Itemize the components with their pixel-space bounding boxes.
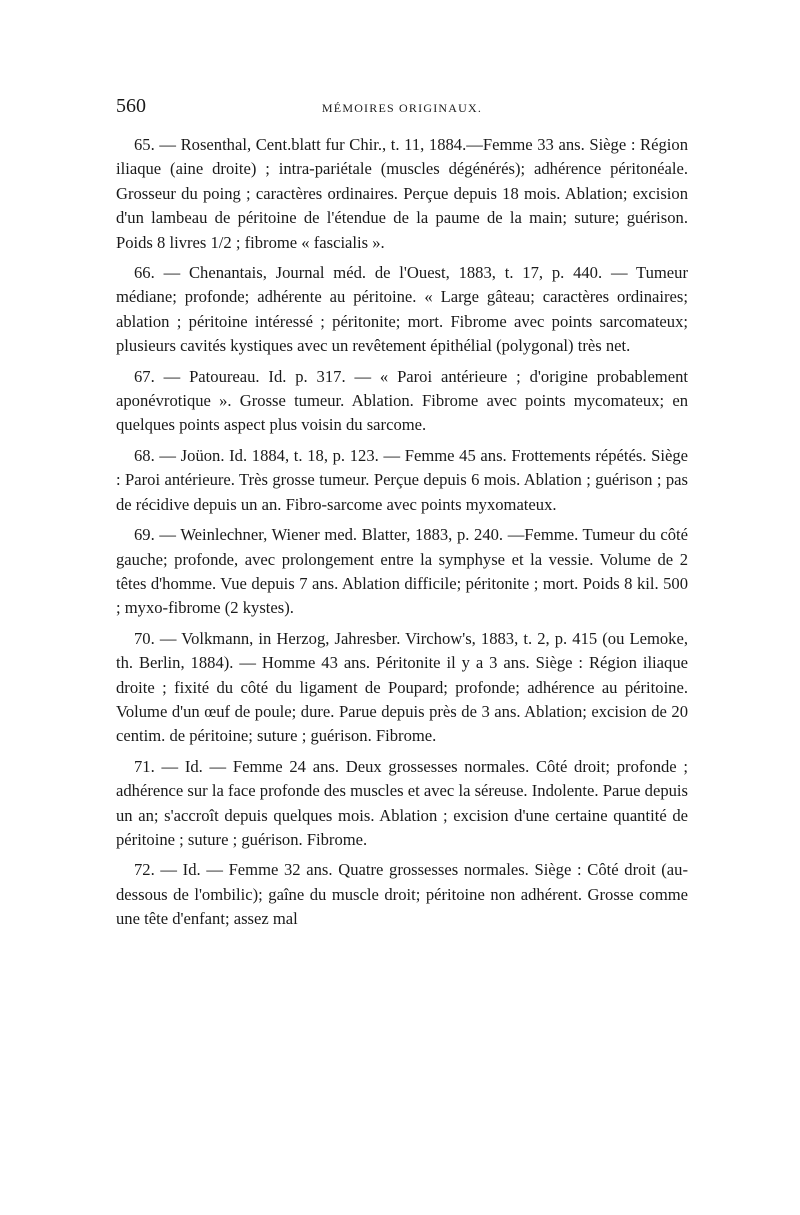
document-page [116,95,688,938]
page-header [116,95,688,125]
entry-70 [116,627,688,749]
entry-text: — Chenantais, Journal méd. de l'Ouest, 1883, t. 17, p. 440. — Tumeur médiane; profonde; adhérente au péritoine. « Large gâteau; caractères ordinaires; ablation ; péritoine intéressé ; péritonite; mort. Fibrome avec points sarcomateux; plusieurs cavités kystiques avec un revêtement épithélial (polygonal) très net. [116,263,688,356]
running-title: MÉMOIRES ORIGINAUX. [321,101,483,115]
entry-text: — Rosenthal, Cent.blatt fur Chir., t. 11, 1884.—Femme 33 ans. Siège : Région iliaque (aine droite) ; intra-pariétale (muscles dégénérés); adhérence péritonéale. Grosseur du poing ; caractères ordinaires. Perçue depuis 18 mois. Ablation; excision d'un lambeau de péritoine de l'étendue de la paume de la main; suture; guérison. Poids 8 livres 1/2 ; fibrome « fascialis ». [116,135,688,252]
entry-65 [116,133,688,255]
entry-text: — Patoureau. Id. p. 317. — « Paroi antérieure ; d'origine probablement aponévrotique ». Grosse tumeur. Ablation. Fibrome avec points mycomateux; en quelques points aspect plus voisin du sarcome. [116,366,688,435]
entry-text: — Weinlechner, Wiener med. Blatter, 1883, p. 240. —Femme. Tumeur du côté gauche; profonde, avec prolongement entre la symphyse et la vessie. Volume de 2 têtes d'homme. Vue depuis 7 ans. Ablation difficile; péritonite ; mort. Poids 8 kil. 500 ; myxo-fibrome (2 kystes). [116,525,688,618]
entry-67 [116,365,688,438]
entry-72 [116,858,688,931]
entry-68 [116,444,688,517]
entry-number: 69. [134,525,155,545]
entry-69 [116,523,688,621]
entry-number: 70. [134,628,155,648]
entry-71 [116,755,688,853]
entry-number: 67. [134,366,155,386]
entry-text: — Id. — Femme 32 ans. Quatre grossesses normales. Siège : Côté droit (au-dessous de l'ombilic); gaîne du muscle droit; péritoine non adhérent. Grosse comme une tête d'enfant; assez mal [116,860,688,929]
entry-text: — Id. — Femme 24 ans. Deux grossesses normales. Côté droit; profonde ; adhérence sur la face profonde des muscles et avec la séreuse. Indolente. Parue depuis un an; s'accroît depuis quelques mois. Ablation ; excision d'une certaine quantité de péritoine ; suture ; guérison. Fibrome. [116,756,688,849]
entry-text: — Joüon. Id. 1884, t. 18, p. 123. — Femme 45 ans. Frottements répétés. Siège : Paroi antérieure. Très grosse tumeur. Perçue depuis 6 mois. Ablation ; guérison ; pas de récidive depuis un an. Fibro-sarcome avec points myxomateux. [116,445,688,514]
entry-number: 72. [134,860,155,880]
entry-number: 65. [134,135,155,154]
entry-number: 66. [134,263,155,283]
page-number: 560 [116,95,146,117]
entry-number: 68. [134,445,155,465]
entry-number: 71. [134,756,155,776]
entry-66 [116,261,688,359]
entry-text: — Volkmann, in Herzog, Jahresber. Virchow's, 1883, t. 2, p. 415 (ou Lemoke, th. Berlin, 1884). — Homme 43 ans. Péritonite il y a 3 ans. Siège : Région iliaque droite ; fixité du côté du ligament de Poupard; profonde; adhérence au péritoine. Volume d'un œuf de poule; dure. Parue depuis près de 3 ans. Ablation; excision de 20 centim. de péritoine; suture ; guérison. Fibrome. [116,628,688,746]
